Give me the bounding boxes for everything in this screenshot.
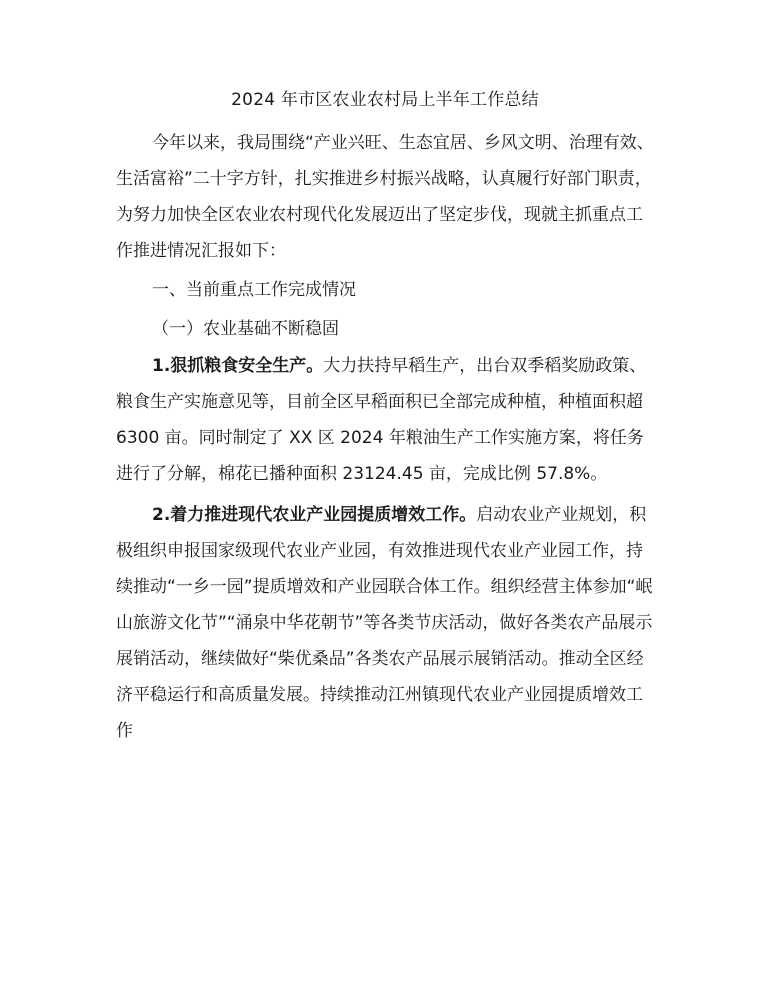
subsection-heading: （一）农业基础不断稳固 bbox=[152, 318, 339, 339]
item-paragraph-1 bbox=[116, 349, 656, 493]
section-heading: 一、当前重点工作完成情况 bbox=[152, 279, 356, 300]
item-paragraph-2 bbox=[116, 498, 656, 749]
document-body bbox=[116, 126, 656, 749]
item-lead-2: 2.着力推进现代农业产业园提质增效工作。 bbox=[152, 505, 477, 526]
item-lead-1: 1.狠抓粮食安全生产。 bbox=[152, 356, 324, 377]
item-body-1: 大力扶持早稻生产，出台双季稻奖励政策、粮食生产实施意见等，目前全区早稻面积已全部完成种植，种植面积超 6300 亩。同时制定了 XX 区 2024 年粮油生产工作实施方案，将任务进行了分解，棉花已播种面积 23124.45 亩，完成比例 57.8%。 bbox=[116, 356, 647, 485]
intro-paragraph: 今年以来，我局围绕“产业兴旺、生态宜居、乡风文明、治理有效、生活富裕”二十字方针，扎实推进乡村振兴战略，认真履行好部门职责，为努力加快全区农业农村现代化发展迈出了坚定步伐，现就主抓重点工作推进情况汇报如下： bbox=[116, 133, 654, 261]
document-title: 2024 年市区农业农村局上半年工作总结 bbox=[231, 90, 539, 110]
item-body-2: 启动农业产业规划，积极组织申报国家级现代农业产业园，有效推进现代农业产业园工作，持续推动“一乡一园”提质增效和产业园联合体工作。组织经营主体参加“岷山旅游文化节”“涌泉中华花朝节”等各类节庆活动，做好各类农产品展示展销活动，继续做好“柴优桑品”各类农产品展示展销活动。推动全区经济平稳运行和高质量发展。持续推动江州镇现代农业产业园提质增效工作 bbox=[116, 505, 653, 741]
